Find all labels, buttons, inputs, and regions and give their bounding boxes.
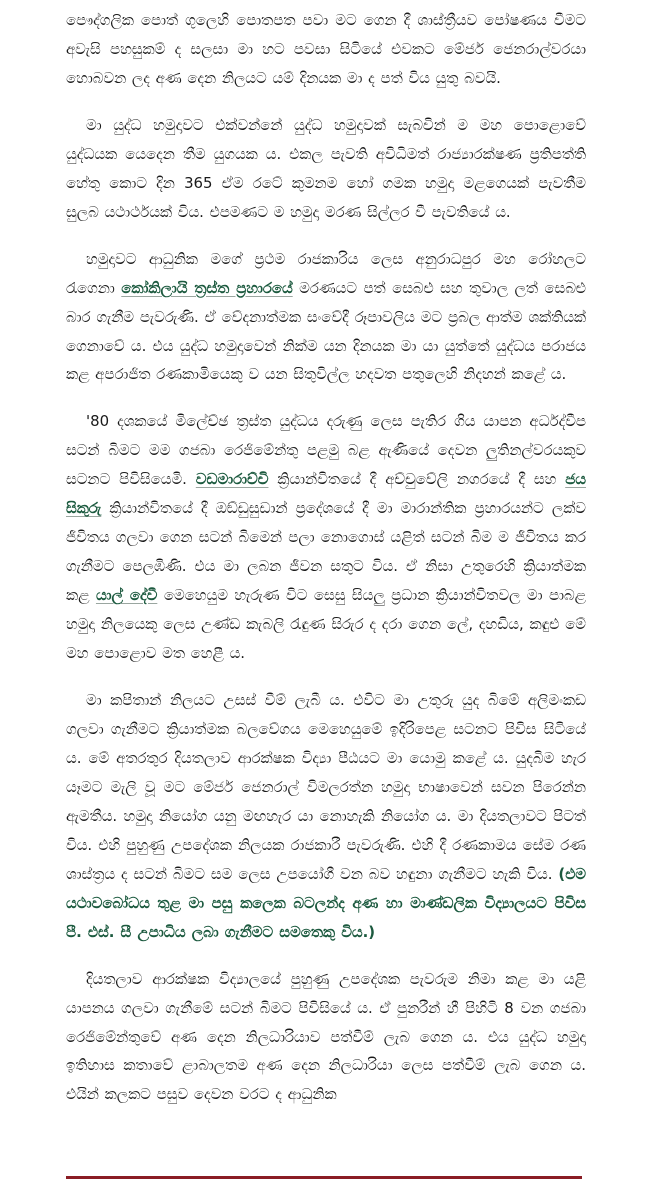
link-kokilai-attack[interactable]: කෝකිලායි ත්‍රස්ත ප්‍රහාරයේ bbox=[121, 278, 293, 297]
paragraph-2-text: මා යුද්ධ හමුදාවට එක්වන්නේ යුද්ධ හමුදාවක් සැබවින් ම මහ පොළොවේ යුද්ධයක යෙදෙන තීම යුගයක ය. එකල පැවති අවිධිමත් රාජ්‍යාරක්ෂණ ප්‍රතිපත්ති හේතු කොට දින 365 ඒම රටේ කුමනම හෝ ගමක හමුදා මළගෙයක් පැවතීම සුලබ යථාර්ථයක් විය. එපමණට ම හමුදා මරණ සිල්ලර වී පැවතියේ ය. bbox=[66, 115, 586, 221]
paragraph-4 bbox=[66, 407, 586, 668]
paragraph-3-text-a: හමුදාවට ආධුනික මගේ ප්‍රථම රාජකාරිය ලෙස අනුරාධපුර මහ රෝහලට රැගෙනා bbox=[66, 249, 586, 297]
paragraph-3 bbox=[66, 245, 586, 390]
link-vadamarachchi[interactable]: වඩමාරාච්චි bbox=[195, 470, 269, 489]
article-body bbox=[66, 6, 586, 1127]
paragraph-4-text-d: මෙහෙයුම හැරුණ විට සෙසු සියලු ප්‍රධාන ක්‍රියාන්විතවල මා පාබළ හමුදා නිලයෙකු ලෙස උණ්ඩ කැබලි රැඳුණ සිරුර ද දරා ගෙන ලේ, දහඩිය, කඳුළු මේ මහ පොළොව මත හෙළී ය. bbox=[66, 586, 586, 663]
paragraph-5-emphasis: (එම යථාවබෝධය තුළ මා පසු කලෙක බටලන්ද අණ හා මාණ්ඩලික විද්‍යාලයට පිවිස පී. එස්. සී උපාධිය ලබා ගැනීමට සමතෙකු විය.) bbox=[66, 864, 586, 941]
paragraph-4-text-b: ක්‍රියාන්විතයේ දී අච්චුවේලි නගරයේ දී සහ bbox=[268, 470, 566, 489]
paragraph-3-text-b: මරණයට පත් සෙබළු සහ තුවාල ලත් සෙබළු බාර ගැනීම පැවරුණි. ඒ වේදනාත්මක සංවේදී රූපාවලිය මට ප්‍රබල ආත්ම ශක්තියක් ගෙනාවේ ය. එය යුද්ධ හමුදාවෙන් නික්ම යන දිනයක මා යා යුත්තේ යුද්ධය පරාජය කළ අපරාජිත රණකාමියෙකු ව යන සිතුවිල්ල හදවත පතුලෙහි නිදහන් කළේ ය. bbox=[66, 278, 586, 384]
paragraph-1 bbox=[66, 6, 586, 93]
section-divider bbox=[66, 1176, 582, 1179]
link-yal-devi[interactable]: යාල් දේවී bbox=[95, 586, 158, 605]
paragraph-6-text: දියතලාව ආරක්ෂක විද්‍යාලයේ පුහුණු උපදේශක පැවරුම නිමා කළ මා යළි යාපනය ගලවා ගැනීමේ සටන් බිමට පිවිසියේ ය. ඒ පුනරීන් හී පිහිටි 8 වන ගජබා රෙජිමේන්තුවේ අණ දෙන නිලධාරියාව පත්වීම් ලැබ ගෙන ය. එය යුද්ධ හමුදා ඉතිහාස කතාවේ ළාබාලතම අණ දෙන නිලධාරියා ලෙස පත්වීම් ලැබ ගෙන ය. එයින් කලකට පසුව දෙවන වරට ද ආධුනික bbox=[66, 969, 586, 1104]
paragraph-4-text-a: '80 දශකයේ මිලේච්ඡ ත්‍රස්ත යුද්ධය දරුණු ලෙස පැතිර ගිය යාපන අර්ධද්වීප සටන් බිමට මම ගජබා රෙජිමේන්තු පළමු බළ ඇණියේ දෙවන ලුතිනල්වරයකුව සටනට පිවිසියෙමි. bbox=[66, 412, 586, 489]
paragraph-1-text: පෞද්ගලික පොත් ගුලෙහි පොතපත පවා මට ගෙන දී ශාස්ත්‍රීයව පෝෂණය වීමට අවැසි පහසුකම් ද සලසා මා හට පවසා සිටියේ එවකට මේජර් ජෙනරාල්වරයා හොබවන ලද අණ දෙන නිලයට යම් දිනයක මා ද පත් විය යුතු බවයි. bbox=[66, 11, 586, 87]
paragraph-5 bbox=[66, 686, 586, 947]
link-jaya-sikuru[interactable]: ජය සිකුරු bbox=[66, 470, 586, 518]
paragraph-4-text-c: ක්‍රියාන්විතයේ දී ඔඞ්ඩුසුඩාන් ප්‍රදේශයේ දී මා මාරාන්තික ප්‍රහාරයන්ට ලක්ව ජීවිතය ගලවා ගෙන සටන් බිමෙන් පලා නොගොස් යළිත් සටන් බිම ම ජීවිතය කර ගැනීමට පෙලඹිණි. එය මා ලබන ජීවන සතුට විය. ඒ නිසා උතුරෙහි ක්‍රියාත්මක කළ bbox=[66, 499, 586, 605]
paragraph-6 bbox=[66, 965, 586, 1110]
paragraph-5-text: මා කපිතාන් නිලයට උසස් වීම් ලැබී ය. එවිට මා උතුරු යුද බිමේ අලිමංකඩ ගලවා ගැනීමට ක්‍රියාත්මක බලවේගය මෙහෙයුමේ ඉදිරිපෙළ සටනට පිවිස සිටියේ ය. මේ අතරතුර දියතලාව ආරක්ෂක විද්‍යා පීඨයට මා යොමු කළේ ය. යුදබිම හැර යෑමට මැලි වූ මට මේජර් ජෙනරාල් විමලරත්න හමුදා භාෂාවෙන් සවන පිරෙන්න ඇමතීය. හමුදා නියෝග යනු මඟහැර යා නොහැකි නියෝග ය. මා දියතලාවට පිටත් විය. එහි පුහුණු උපදේශක නිලයක රාජකාරී පැවරුණි. එහි දී රණකාමය සේම රණ ශාස්ත්‍රය ද සටන් බිමට සම ලෙස උපයෝගී වන බව හඳුනා ගැනීමට හැකි විය. bbox=[66, 691, 586, 883]
paragraph-2 bbox=[66, 111, 586, 227]
